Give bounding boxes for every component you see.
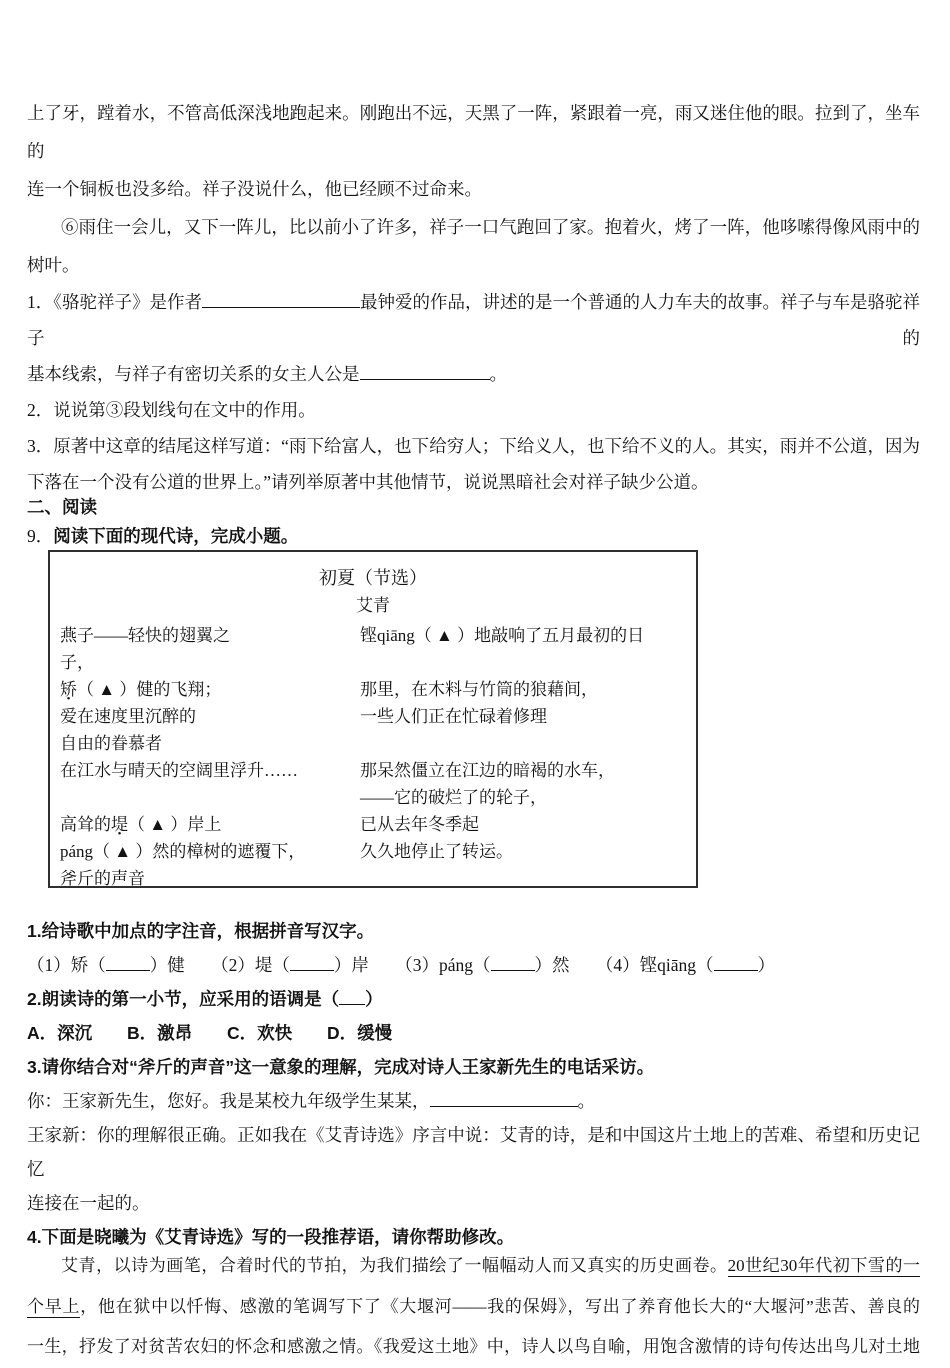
option-c: C．欢快 xyxy=(227,1023,293,1043)
interview-reply-line-1: 王家新：你的理解很正确。正如我在《艾青诗选》序言中说：艾青的诗，是和中国这片土地上的苦难、希望和历史记忆 xyxy=(27,1125,920,1179)
poem-title: 初夏（节选） xyxy=(319,568,427,588)
pinyin-item-4 xyxy=(596,955,775,975)
poem-left-cell xyxy=(60,811,360,838)
poem-right-cell: 铿qiāng（ ▲ ）地敲响了五月最初的日 xyxy=(360,626,645,645)
question-1-text: 基本线索，与祥子有密切关系的女主人公是 xyxy=(27,364,360,384)
pinyin-item-1 xyxy=(27,955,185,975)
question-2: 2．说说第③段划线句在文中的作用。 xyxy=(27,400,316,420)
poem-text: 自由的眷慕者 xyxy=(60,734,162,753)
question-9-stem xyxy=(27,522,920,550)
underlined-phrase: 个早上 xyxy=(27,1296,81,1316)
poem-row xyxy=(60,649,696,676)
item-text: ）岸 xyxy=(333,955,369,975)
answer-blank xyxy=(714,955,758,971)
item-text: （2）堤（ xyxy=(211,955,290,975)
poem-author: 艾青 xyxy=(356,596,390,615)
item-text: ）健 xyxy=(149,955,185,975)
answer-blank xyxy=(106,955,150,971)
option-a: A．深沉 xyxy=(27,1023,93,1043)
poem-right-cell: ——它的破烂了的轮子， xyxy=(360,788,547,807)
poem-row xyxy=(60,730,696,757)
poem-row xyxy=(60,757,696,784)
poem-right-cell: 那里，在木料与竹筒的狼藉间， xyxy=(360,680,598,699)
item-text: （3）páng（ xyxy=(395,955,491,975)
poem-row xyxy=(60,784,696,811)
recommendation-paragraph xyxy=(27,1246,920,1368)
question-9-number: 9． xyxy=(27,526,54,546)
poem-left-cell xyxy=(60,757,360,784)
poem-text: 燕子——轻快的翅翼之 xyxy=(60,626,230,645)
answer-blank xyxy=(491,955,535,971)
answer-blank xyxy=(290,955,334,971)
poem-right-cell: 一些人们正在忙碌着修理 xyxy=(360,707,547,726)
poem-left-cell xyxy=(60,838,360,865)
answer-blank-interview xyxy=(430,1091,578,1107)
sub-question-1-items xyxy=(27,948,920,982)
poem-left-cell xyxy=(60,676,360,703)
poem-row xyxy=(60,838,696,865)
poem-body xyxy=(50,622,696,892)
recommendation-line-2 xyxy=(27,1287,920,1328)
interview-text: 。 xyxy=(577,1091,595,1111)
poem-text: 在江水与晴天的空阔里浮升…… xyxy=(60,761,298,780)
poem-right-cell: 已从去年冬季起 xyxy=(360,815,479,834)
excerpt-line: ⑥雨住一会儿，又下一阵儿，比以前小了许多，祥子一口气跑回了家。抱着火，烤了一阵，他哆嗦得像风雨中的 xyxy=(61,217,920,237)
sub-question-1-stem: 1.给诗歌中加点的字注音，根据拼音写汉字。 xyxy=(27,921,375,941)
excerpt-line: 树叶。 xyxy=(27,255,80,275)
question-3-line-1: 3．原著中这章的结尾这样写道：“雨下给富人，也下给穷人；下给义人，也下给不义的人。其实，雨并不公道，因为 xyxy=(27,436,920,456)
poem-right-cell xyxy=(360,649,696,676)
poem-left-cell xyxy=(60,622,360,649)
question-3-line-2: 下落在一个没有公道的世界上。”请列举原著中其他情节，说说黑暗社会对祥子缺少公道。 xyxy=(27,472,709,492)
option-b: B．激昂 xyxy=(127,1023,193,1043)
recommendation-text: 艾青，以诗为画笔，合着时代的节拍，为我们描绘了一幅幅动人而又真实的历史画卷。 xyxy=(61,1256,728,1275)
poem-box xyxy=(48,550,698,888)
poem-row xyxy=(60,811,696,838)
item-text: ）然 xyxy=(534,955,570,975)
answer-blank xyxy=(339,989,365,1005)
poem-text: 斧斤的声音 xyxy=(60,869,145,888)
question-1-text: 最钟爱的作品，讲述的是一个普通的人力车夫的故事。祥子与车是骆驼祥子的 xyxy=(27,292,920,348)
poem-text: 高耸的 xyxy=(60,815,111,834)
item-text: ） xyxy=(757,955,776,975)
question-1-text: 。 xyxy=(489,364,507,384)
section-heading: 二、阅读 xyxy=(27,497,97,517)
interview-text: 你：王家新先生，您好。我是某校九年级学生某某， xyxy=(27,1091,430,1111)
poem-text: páng（ ▲ ）然的樟树的遮覆下， xyxy=(60,842,306,861)
recommendation-text: ，他在狱中以忏悔、感激的笔调写下了《大堰河——我的保姆》，写出了养育他长大的“大堰河”悲苦、善良的 xyxy=(80,1296,920,1316)
poem-row xyxy=(60,703,696,730)
sub-question-2-options xyxy=(27,1016,920,1050)
poem-right-cell: 久久地停止了转运。 xyxy=(360,842,513,861)
sub-question-4-stem: 4.下面是晓曦为《艾青诗选》写的一段推荐语，请你帮助修改。 xyxy=(27,1227,515,1247)
interview-you-line xyxy=(27,1084,920,1118)
poem-left-cell xyxy=(60,784,360,811)
dotted-char: 矫 xyxy=(60,680,77,699)
poem-row xyxy=(60,622,696,649)
question-1-line-1 xyxy=(27,284,920,356)
item-text: （1）矫（ xyxy=(27,955,106,975)
pinyin-item-3 xyxy=(395,955,569,975)
poem-text: （ ▲ ）健的飞翔； xyxy=(77,680,222,699)
poem-left-cell xyxy=(60,730,360,757)
answer-blank-author xyxy=(202,292,360,308)
recommendation-line-3: 一生，抒发了对贫苦农妇的怀念和感激之情。《我爱这土地》中，诗人以鸟自喻，用饱含激情的诗句传达出鸟儿对土地 xyxy=(27,1337,920,1356)
item-text: （4）铿qiāng（ xyxy=(595,955,714,975)
poem-left-cell xyxy=(60,649,360,676)
sub-question-2-stem xyxy=(27,982,920,1016)
poem-right-cell xyxy=(360,865,696,892)
poem-row xyxy=(60,865,696,892)
question-1-text: 1．《骆驼祥子》是作者 xyxy=(27,292,202,312)
poem-right-cell: 那呆然僵立在江边的暗褐的水车， xyxy=(360,761,615,780)
pinyin-item-2 xyxy=(211,955,369,975)
poem-left-cell xyxy=(60,865,360,892)
poem-text: （ ▲ ）岸上 xyxy=(128,815,222,834)
interview-reply-line-2: 连接在一起的。 xyxy=(27,1193,150,1213)
poem-questions xyxy=(27,914,920,1254)
poem-right-cell xyxy=(360,730,696,757)
underlined-phrase: 20世纪30年代初下雪的一 xyxy=(727,1256,921,1275)
question-text: 2.朗读诗的第一小节，应采用的语调是（ xyxy=(27,989,340,1009)
question-text: ） xyxy=(365,989,383,1009)
sub-question-3-stem: 3.请你结合对“斧斤的声音”这一意象的理解，完成对诗人王家新先生的电话采访。 xyxy=(27,1057,655,1077)
question-1-line-2 xyxy=(27,356,920,392)
poem-text: 子， xyxy=(60,653,94,672)
option-d: D．缓慢 xyxy=(327,1023,393,1043)
novel-questions xyxy=(27,284,920,500)
excerpt-line: 上了牙，蹚着水，不管高低深浅地跑起来。刚跑出不远，天黑了一阵，紧跟着一亮，雨又迷住他的眼。拉到了，坐车的 xyxy=(27,103,920,161)
recommendation-line-1 xyxy=(27,1246,920,1287)
poem-row xyxy=(60,676,696,703)
novel-excerpt xyxy=(27,94,920,284)
poem-left-cell xyxy=(60,703,360,730)
dotted-char: 堤 xyxy=(111,815,128,834)
question-9-text: 阅读下面的现代诗，完成小题。 xyxy=(53,526,299,546)
excerpt-line: 连一个铜板也没多给。祥子没说什么，他已经顾不过命来。 xyxy=(27,179,482,199)
answer-blank-heroine xyxy=(360,364,490,380)
poem-text: 爱在速度里沉醉的 xyxy=(60,707,196,726)
